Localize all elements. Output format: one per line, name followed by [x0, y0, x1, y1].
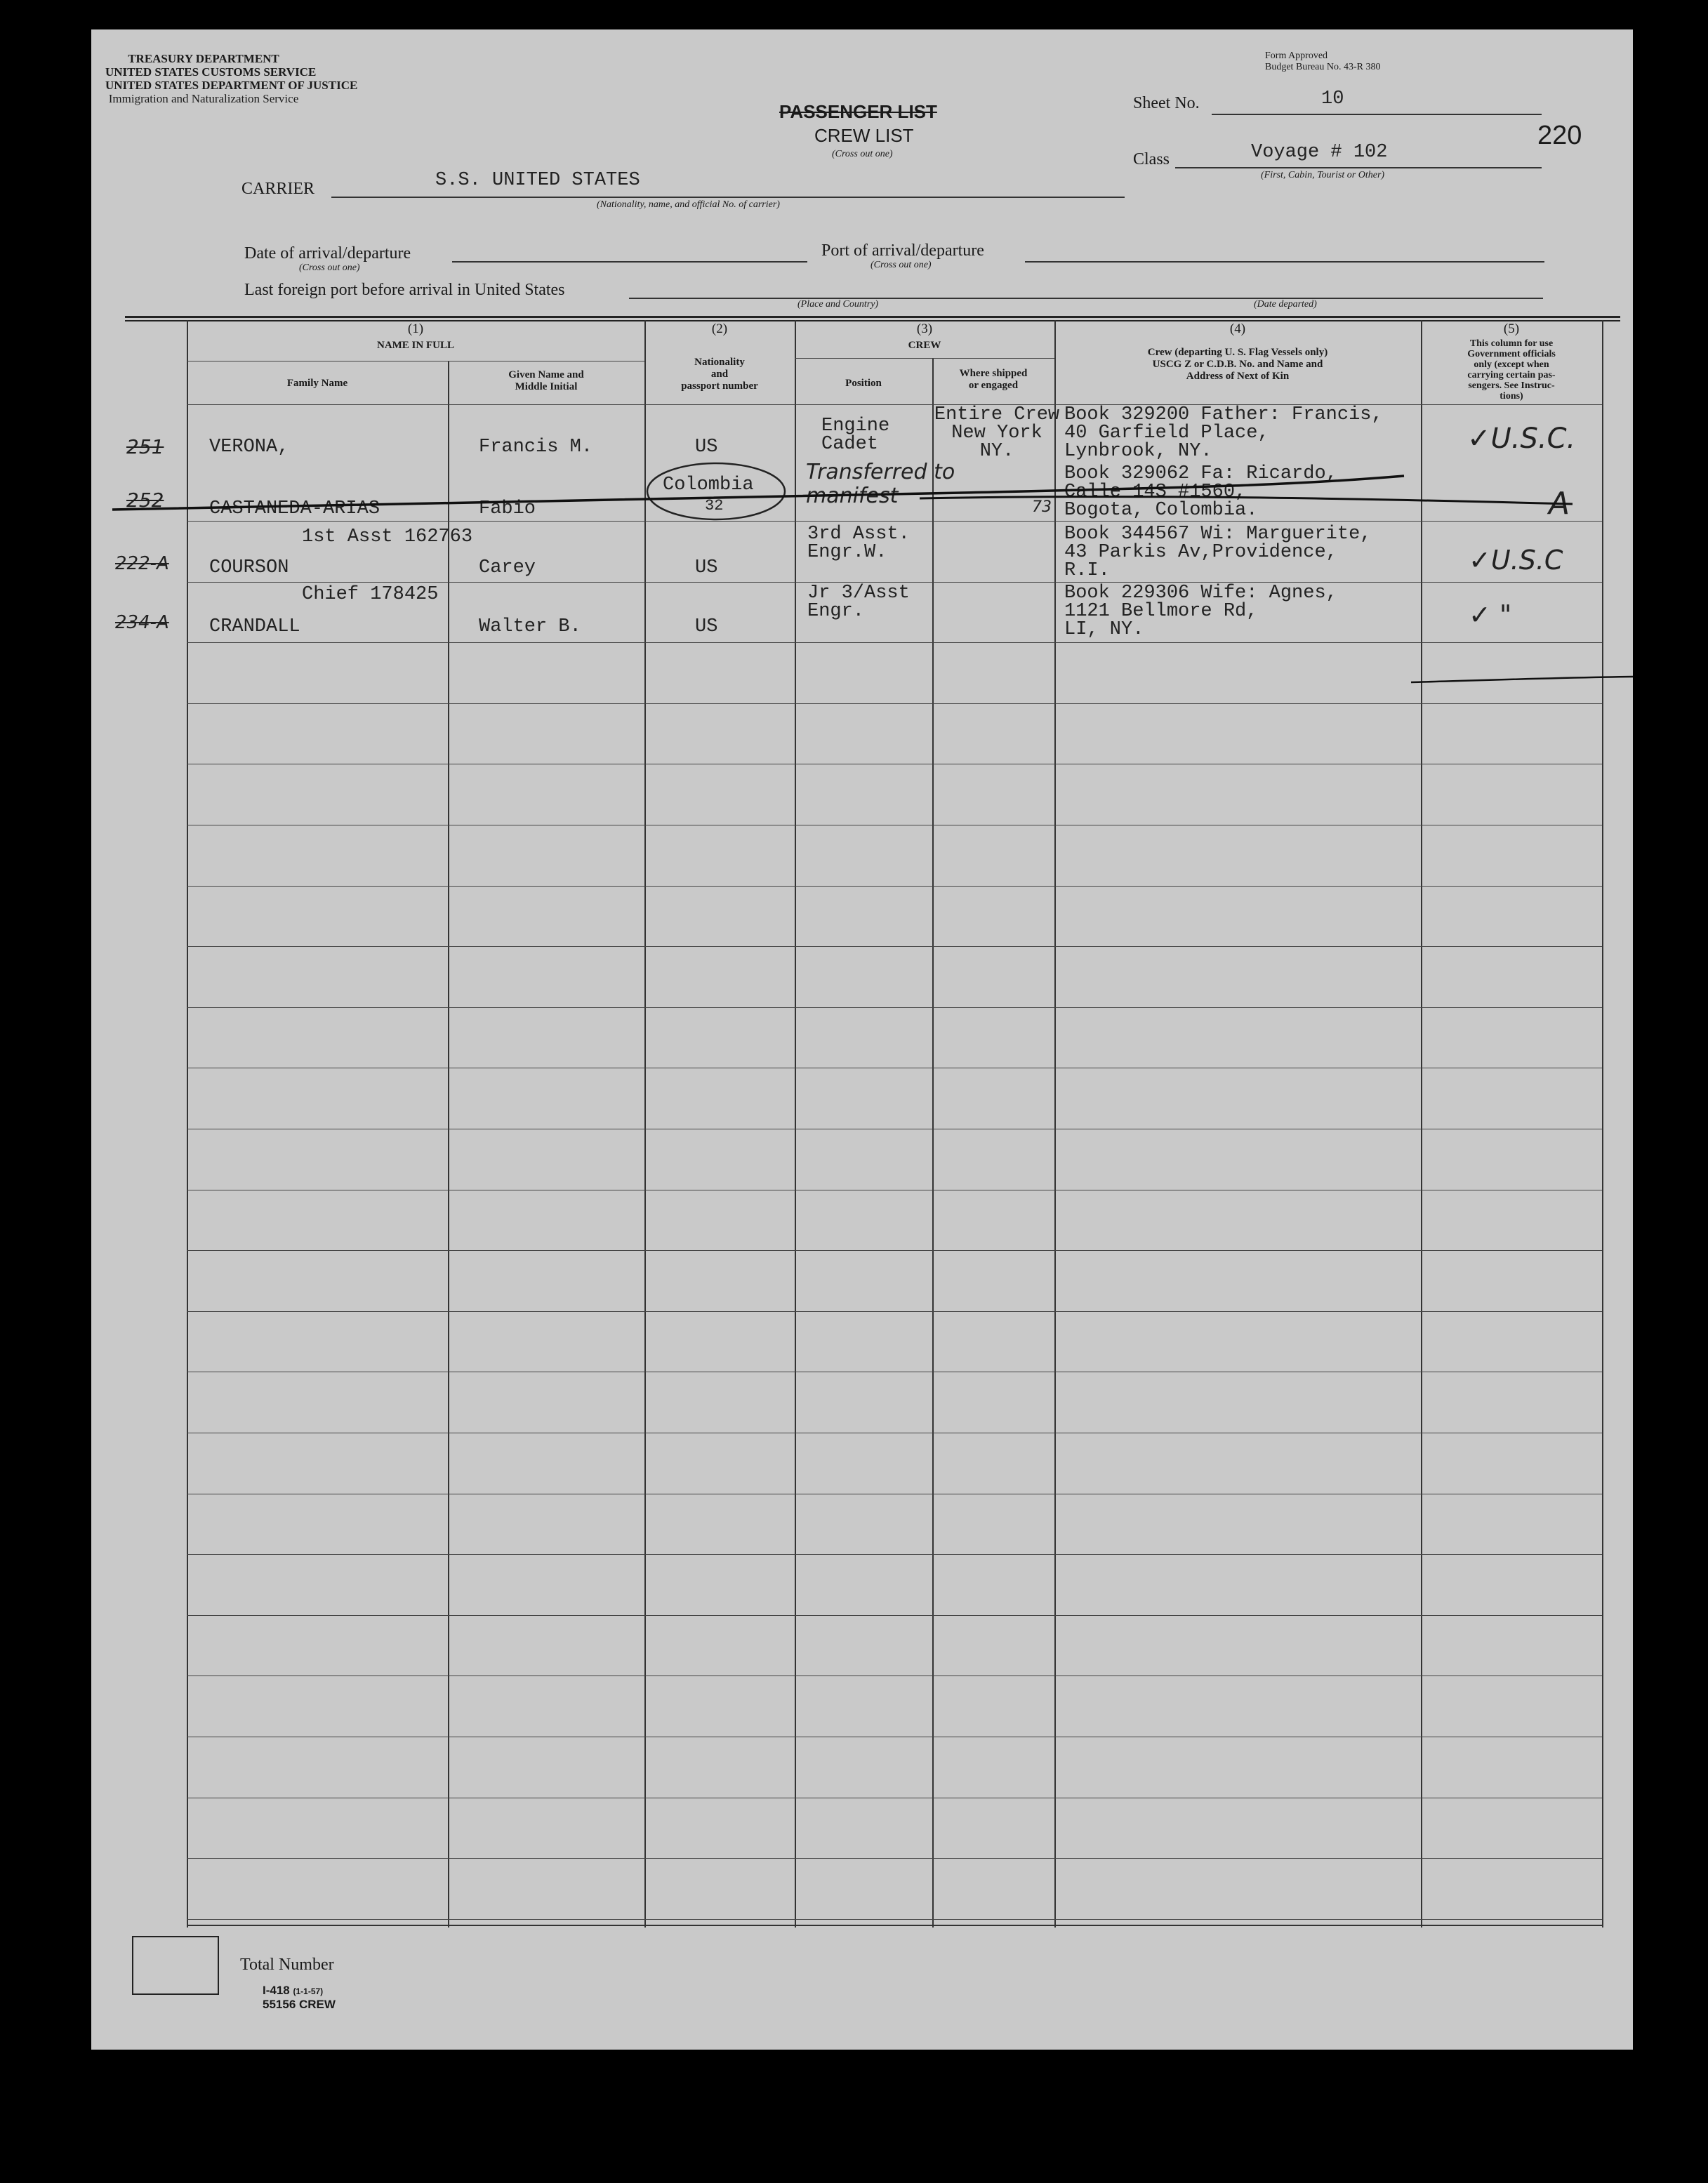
class-note: (First, Cabin, Tourist or Other) — [1261, 170, 1385, 180]
position-cell: Engine Cadet — [821, 416, 890, 455]
row-ruling — [187, 1007, 1602, 1008]
carrier-value: S.S. UNITED STATES — [435, 170, 640, 191]
sheet-number: 10 — [1321, 88, 1344, 110]
position-cell: 3rd Asst. Engr.W. — [807, 524, 910, 563]
agency-line: TREASURY DEPARTMENT — [128, 52, 279, 65]
official-mark: ✓ " — [1469, 599, 1512, 630]
cross-out-note: (Cross out one) — [832, 149, 893, 159]
official-mark: ✓U.S.C — [1469, 545, 1563, 576]
shipped-header: Where shipped or engaged — [959, 368, 1028, 391]
nationality-sub-cell: 32 — [705, 497, 724, 515]
approval-line: Budget Bureau No. 43-R 380 — [1265, 62, 1381, 72]
family-name-header: Family Name — [286, 378, 348, 389]
col3-number: (3) — [916, 321, 933, 336]
position-cell: Transferred to manifest — [806, 460, 955, 508]
form-code: 55156 CREW — [263, 1998, 336, 2011]
agency-line: Immigration and Naturalization Service — [108, 92, 299, 105]
given-name-cell: Carey — [479, 557, 536, 578]
family-name-cell: CASTANEDA-ARIAS — [209, 498, 380, 519]
page-number: 220 — [1537, 121, 1582, 150]
nationality-cell: US — [695, 437, 718, 458]
given-name-cell: Fabio — [479, 498, 536, 519]
given-name-header: Given Name and Middle Initial — [508, 369, 584, 392]
handwritten-marks — [91, 29, 1633, 731]
place-note: (Place and Country) — [797, 299, 879, 310]
date-note: (Cross out one) — [299, 263, 360, 273]
page-title: CREW LIST — [814, 125, 914, 146]
agency-line: UNITED STATES DEPARTMENT OF JUSTICE — [105, 79, 358, 92]
row-margin-number: 251 — [126, 435, 164, 458]
nationality-cell: US — [695, 557, 718, 578]
date-departed-note: (Date departed) — [1254, 299, 1317, 310]
col3-title: CREW — [908, 340, 941, 351]
class-value: Voyage # 102 — [1251, 142, 1388, 163]
agency-line: UNITED STATES CUSTOMS SERVICE — [105, 65, 317, 79]
col1-number: (1) — [407, 321, 424, 336]
total-number-label: Total Number — [240, 1956, 334, 1974]
row-ruling — [187, 1311, 1602, 1312]
family-name-cell: COURSON — [209, 557, 289, 578]
nationality-cell: Colombia — [663, 475, 754, 496]
rank-license-note: 1st Asst 162763 — [302, 526, 473, 548]
shipped-cell: Entire Crew New York NY. — [934, 404, 1060, 462]
row-margin-number: 222-A — [115, 553, 169, 574]
sheet-label: Sheet No. — [1133, 94, 1200, 112]
port-label: Port of arrival/departure — [821, 241, 984, 260]
family-name-cell: CRANDALL — [209, 616, 300, 637]
port-note: (Cross out one) — [870, 260, 932, 270]
col1-title: NAME IN FULL — [376, 340, 454, 351]
position-header: Position — [845, 378, 882, 389]
last-port-label: Last foreign port before arrival in United States — [244, 281, 565, 299]
nationality-cell: US — [695, 616, 718, 637]
col4-number: (4) — [1229, 321, 1246, 336]
next-of-kin-cell: Book 344567 Wi: Marguerite, 43 Parkis Av,Providence, R.I. — [1064, 524, 1372, 581]
official-mark: A — [1549, 486, 1570, 522]
next-of-kin-cell: Book 329200 Father: Francis, 40 Garfield Place, Lynbrook, NY. — [1064, 404, 1383, 462]
approval-line: Form Approved — [1265, 51, 1328, 61]
rank-license-note: Chief 178425 — [302, 584, 439, 605]
row-ruling — [187, 946, 1602, 947]
crew-list-form — [91, 29, 1633, 2050]
official-use-header: This column for use Government officials only (except when carrying certain pas- sengers. See Instruc- tions) — [1467, 338, 1556, 402]
title-struck: PASSENGER LIST — [779, 101, 937, 122]
date-label: Date of arrival/departure — [244, 244, 411, 263]
row-margin-number: 252 — [126, 489, 164, 512]
shipped-cell: 73 — [1032, 498, 1052, 516]
next-of-kin-cell: Book 229306 Wife: Agnes, 1121 Bellmore Rd, LI, NY. — [1064, 583, 1337, 640]
row-ruling — [187, 1615, 1602, 1616]
row-ruling — [187, 1250, 1602, 1251]
carrier-label: CARRIER — [241, 180, 315, 198]
col5-number: (5) — [1503, 321, 1520, 336]
total-box — [132, 1936, 219, 1995]
class-label: Class — [1133, 150, 1170, 168]
next-of-kin-header: Crew (departing U. S. Flag Vessels only) USCG Z or C.D.B. No. and Name and Address of Next of Kin — [1147, 347, 1328, 382]
form-number: I-418 (1-1-57) — [263, 1984, 324, 1997]
row-ruling — [187, 1554, 1602, 1555]
row-ruling — [187, 1919, 1602, 1920]
given-name-cell: Walter B. — [479, 616, 581, 637]
official-mark: ✓U.S.C. — [1467, 423, 1576, 455]
row-ruling — [187, 1858, 1602, 1859]
carrier-note: (Nationality, name, and official No. of carrier) — [597, 199, 780, 210]
col2-number: (2) — [711, 321, 728, 336]
row-margin-number: 234-A — [115, 612, 169, 633]
family-name-cell: VERONA, — [209, 437, 289, 458]
next-of-kin-cell: Book 329062 Fa: Ricardo, Calle 14S #1560, Bogota, Colombia. — [1064, 463, 1337, 521]
nationality-header: Nationality and passport number — [681, 357, 758, 392]
given-name-cell: Francis M. — [479, 437, 593, 458]
row-ruling — [187, 886, 1602, 887]
position-cell: Jr 3/Asst Engr. — [807, 583, 910, 622]
